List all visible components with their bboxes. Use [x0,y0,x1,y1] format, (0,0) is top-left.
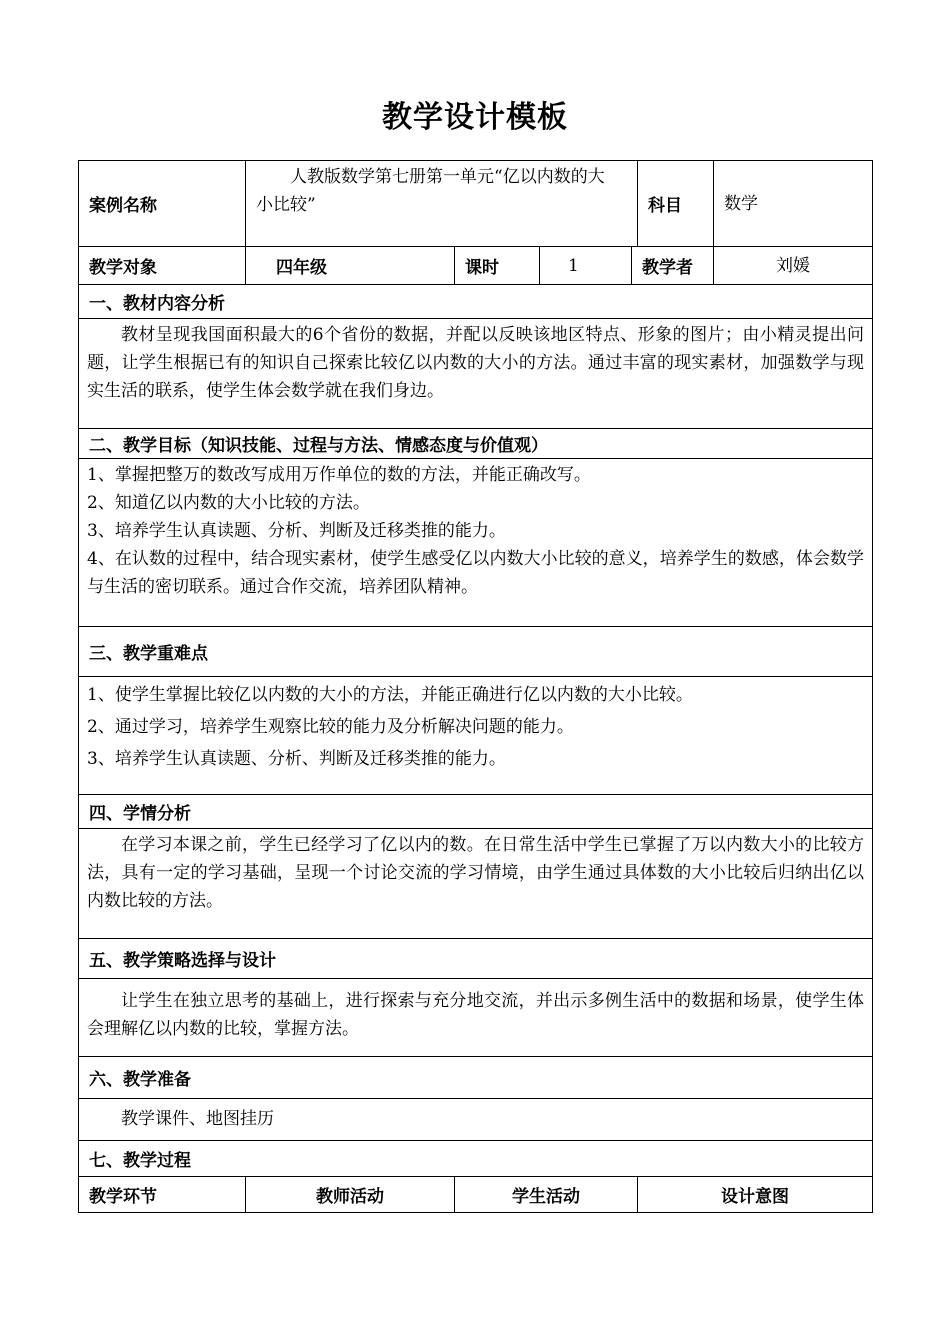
section-heading: 五、教学策略选择与设计 [79,939,873,979]
case-name-text: 人教版数学第七册第一单元“亿以内数的大小比较” [256,167,605,215]
teacher-value: 刘媛 [714,247,873,285]
row-s1-heading [79,285,873,319]
subject-label: 科目 [638,161,714,247]
row-s4-heading [79,795,873,829]
subject-value: 数学 [714,161,873,247]
list-item: 4、在认数的过程中，结合现实素材，使学生感受亿以内数大小比较的意义，培养学生的数感，体会数学与生活的密切联系。通过合作交流，培养团队精神。 [87,549,865,597]
column-header: 教学环节 [79,1177,246,1213]
section-heading: 六、教学准备 [79,1057,873,1099]
teacher-label: 教学者 [632,247,714,285]
section-body [79,459,873,627]
case-name-value [246,161,638,247]
row-s3-body [79,677,873,795]
section-text: 让学生在独立思考的基础上，进行探索与充分地交流，并出示多例生活中的数据和场景，使学生体会理解亿以内数的比较，掌握方法。 [87,991,865,1039]
list-item: 2、知道亿以内数的大小比较的方法。 [87,493,370,513]
hours-label: 课时 [455,247,540,285]
section-text: 在学习本课之前，学生已经学习了亿以内的数。在日常生活中学生已掌握了万以内数大小的比较方法，具有一定的学习基础，呈现一个讨论交流的学习情境，由学生通过具体数的大小比较后归纳出亿以内数比较的方法。 [87,835,865,911]
list-item: 2、通过学习，培养学生观察比较的能力及分析解决问题的能力。 [87,717,574,737]
hours-value: 1 [540,247,632,285]
row-case [79,161,873,247]
target-value: 四年级 [246,247,455,285]
section-body [79,319,873,429]
section-body [79,677,873,795]
list-item: 3、培养学生认真读题、分析、判断及迁移类推的能力。 [87,749,506,769]
case-name-label: 案例名称 [79,161,246,247]
section-heading: 四、学情分析 [79,795,873,829]
row-target [79,247,873,285]
row-s1-body [79,319,873,429]
row-s5-heading [79,939,873,979]
row-s2-body [79,459,873,627]
section-heading: 七、教学过程 [79,1141,873,1177]
column-header: 教师活动 [246,1177,455,1213]
row-s4-body [79,829,873,939]
target-label: 教学对象 [79,247,246,285]
list-item: 1、使学生掌握比较亿以内数的大小的方法，并能正确进行亿以内数的大小比较。 [87,685,693,705]
list-item: 1、掌握把整万的数改写成用万作单位的数的方法，并能正确改写。 [87,465,591,485]
list-item: 3、培养学生认真读题、分析、判断及迁移类推的能力。 [87,521,506,541]
lesson-plan-table [78,160,873,1213]
section-heading: 一、教材内容分析 [79,285,873,319]
section-body [79,979,873,1057]
row-s3-heading [79,627,873,677]
row-process-header [79,1177,873,1213]
column-header: 学生活动 [455,1177,638,1213]
row-s5-body [79,979,873,1057]
section-heading: 二、教学目标（知识技能、过程与方法、情感态度与价值观） [79,429,873,459]
section-body [79,1099,873,1141]
row-s6-body [79,1099,873,1141]
section-body [79,829,873,939]
row-s6-heading [79,1057,873,1099]
section-text: 教学课件、地图挂历 [121,1108,274,1129]
section-heading: 三、教学重难点 [79,627,873,677]
section-text: 教材呈现我国面积最大的6个省份的数据，并配以反映该地区特点、形象的图片；由小精灵提出问题，让学生根据已有的知识自己探索比较亿以内数的大小的方法。通过丰富的现实素材，加强数学与现实生活的联系，使学生体会数学就在我们身边。 [87,325,865,401]
row-s7-heading [79,1141,873,1177]
row-s2-heading [79,429,873,459]
page-title: 教学设计模板 [382,100,568,135]
column-header: 设计意图 [638,1177,873,1213]
